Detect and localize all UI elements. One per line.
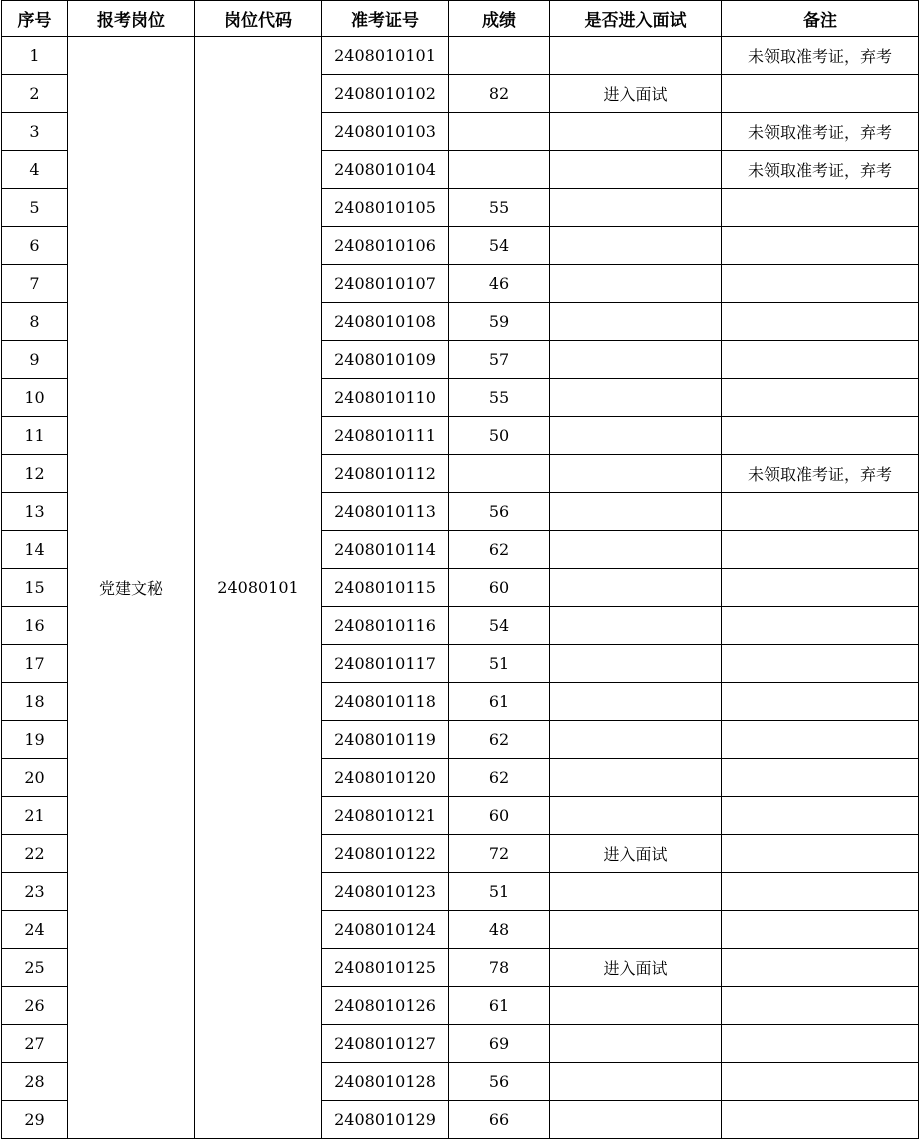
cell-seq: 10 [2, 379, 68, 417]
cell-score: 54 [449, 227, 550, 265]
cell-remark [722, 341, 919, 379]
cell-score: 69 [449, 1025, 550, 1063]
cell-interview [550, 987, 722, 1025]
cell-seq: 29 [2, 1101, 68, 1139]
cell-ticket: 2408010103 [322, 113, 449, 151]
cell-ticket: 2408010109 [322, 341, 449, 379]
cell-interview: 进入面试 [550, 835, 722, 873]
cell-seq: 14 [2, 531, 68, 569]
cell-remark [722, 1025, 919, 1063]
cell-seq: 16 [2, 607, 68, 645]
cell-interview [550, 683, 722, 721]
cell-ticket: 2408010119 [322, 721, 449, 759]
cell-seq: 11 [2, 417, 68, 455]
cell-interview [550, 493, 722, 531]
cell-score: 60 [449, 797, 550, 835]
header-ticket: 准考证号 [322, 1, 449, 37]
cell-ticket: 2408010123 [322, 873, 449, 911]
table-row [2, 37, 919, 75]
cell-seq: 25 [2, 949, 68, 987]
cell-remark [722, 1063, 919, 1101]
cell-interview [550, 531, 722, 569]
cell-remark [722, 607, 919, 645]
table-body [2, 37, 919, 1139]
cell-seq: 8 [2, 303, 68, 341]
score-table [1, 0, 919, 1139]
cell-seq: 1 [2, 37, 68, 75]
cell-score: 57 [449, 341, 550, 379]
cell-remark [722, 303, 919, 341]
cell-ticket: 2408010110 [322, 379, 449, 417]
cell-ticket: 2408010121 [322, 797, 449, 835]
cell-score: 82 [449, 75, 550, 113]
cell-ticket: 2408010105 [322, 189, 449, 227]
cell-remark [722, 1101, 919, 1139]
cell-interview [550, 911, 722, 949]
cell-score [449, 37, 550, 75]
cell-interview [550, 607, 722, 645]
cell-ticket: 2408010117 [322, 645, 449, 683]
cell-remark [722, 873, 919, 911]
header-seq: 序号 [2, 1, 68, 37]
cell-score [449, 455, 550, 493]
cell-remark [722, 227, 919, 265]
cell-seq: 3 [2, 113, 68, 151]
cell-interview [550, 151, 722, 189]
cell-remark [722, 911, 919, 949]
cell-score: 62 [449, 721, 550, 759]
cell-ticket: 2408010114 [322, 531, 449, 569]
cell-ticket: 2408010125 [322, 949, 449, 987]
cell-score [449, 113, 550, 151]
cell-ticket: 2408010115 [322, 569, 449, 607]
cell-score: 62 [449, 531, 550, 569]
cell-score: 51 [449, 873, 550, 911]
cell-remark [722, 721, 919, 759]
cell-interview [550, 797, 722, 835]
cell-score: 55 [449, 189, 550, 227]
cell-remark [722, 683, 919, 721]
cell-ticket: 2408010112 [322, 455, 449, 493]
cell-score: 60 [449, 569, 550, 607]
cell-interview [550, 1063, 722, 1101]
cell-ticket: 2408010124 [322, 911, 449, 949]
cell-remark: 未领取准考证，弃考 [722, 455, 919, 493]
cell-score: 61 [449, 987, 550, 1025]
cell-seq: 12 [2, 455, 68, 493]
cell-score: 61 [449, 683, 550, 721]
cell-seq: 7 [2, 265, 68, 303]
cell-seq: 2 [2, 75, 68, 113]
cell-ticket: 2408010126 [322, 987, 449, 1025]
cell-interview [550, 113, 722, 151]
cell-remark [722, 949, 919, 987]
cell-seq: 15 [2, 569, 68, 607]
cell-seq: 22 [2, 835, 68, 873]
cell-seq: 20 [2, 759, 68, 797]
cell-remark: 未领取准考证，弃考 [722, 113, 919, 151]
cell-remark [722, 987, 919, 1025]
cell-seq: 26 [2, 987, 68, 1025]
cell-seq: 9 [2, 341, 68, 379]
cell-interview [550, 341, 722, 379]
cell-remark [722, 189, 919, 227]
cell-seq: 27 [2, 1025, 68, 1063]
cell-remark [722, 759, 919, 797]
cell-remark [722, 265, 919, 303]
cell-seq: 18 [2, 683, 68, 721]
cell-interview [550, 569, 722, 607]
cell-interview [550, 455, 722, 493]
cell-ticket: 2408010127 [322, 1025, 449, 1063]
cell-seq: 4 [2, 151, 68, 189]
cell-remark: 未领取准考证，弃考 [722, 37, 919, 75]
cell-seq: 6 [2, 227, 68, 265]
cell-ticket: 2408010118 [322, 683, 449, 721]
cell-ticket: 2408010129 [322, 1101, 449, 1139]
cell-ticket: 2408010113 [322, 493, 449, 531]
cell-position: 党建文秘 [68, 37, 195, 1139]
cell-score: 66 [449, 1101, 550, 1139]
cell-ticket: 2408010107 [322, 265, 449, 303]
cell-score: 56 [449, 1063, 550, 1101]
cell-remark [722, 835, 919, 873]
cell-score: 78 [449, 949, 550, 987]
cell-seq: 19 [2, 721, 68, 759]
cell-ticket: 2408010102 [322, 75, 449, 113]
cell-interview [550, 303, 722, 341]
cell-interview [550, 227, 722, 265]
cell-seq: 13 [2, 493, 68, 531]
cell-ticket: 2408010101 [322, 37, 449, 75]
cell-seq: 21 [2, 797, 68, 835]
cell-ticket: 2408010104 [322, 151, 449, 189]
cell-ticket: 2408010122 [322, 835, 449, 873]
cell-seq: 5 [2, 189, 68, 227]
cell-seq: 17 [2, 645, 68, 683]
cell-interview [550, 1025, 722, 1063]
cell-interview [550, 645, 722, 683]
cell-interview: 进入面试 [550, 75, 722, 113]
cell-score [449, 151, 550, 189]
cell-score: 59 [449, 303, 550, 341]
cell-interview [550, 417, 722, 455]
cell-interview [550, 265, 722, 303]
cell-ticket: 2408010106 [322, 227, 449, 265]
cell-seq: 24 [2, 911, 68, 949]
cell-score: 50 [449, 417, 550, 455]
cell-interview [550, 1101, 722, 1139]
cell-score: 72 [449, 835, 550, 873]
cell-interview [550, 189, 722, 227]
cell-score: 56 [449, 493, 550, 531]
cell-remark [722, 493, 919, 531]
cell-remark [722, 645, 919, 683]
header-position: 报考岗位 [68, 1, 195, 37]
cell-seq: 23 [2, 873, 68, 911]
cell-remark: 未领取准考证，弃考 [722, 151, 919, 189]
cell-score: 54 [449, 607, 550, 645]
header-interview: 是否进入面试 [550, 1, 722, 37]
cell-ticket: 2408010108 [322, 303, 449, 341]
table-header [2, 1, 919, 37]
cell-ticket: 2408010111 [322, 417, 449, 455]
cell-ticket: 2408010116 [322, 607, 449, 645]
header-position-code: 岗位代码 [195, 1, 322, 37]
cell-interview [550, 721, 722, 759]
cell-position-code: 24080101 [195, 37, 322, 1139]
cell-ticket: 2408010128 [322, 1063, 449, 1101]
cell-remark [722, 379, 919, 417]
header-row [2, 1, 919, 37]
cell-remark [722, 75, 919, 113]
cell-interview [550, 37, 722, 75]
cell-remark [722, 797, 919, 835]
cell-score: 51 [449, 645, 550, 683]
cell-score: 48 [449, 911, 550, 949]
cell-interview [550, 759, 722, 797]
cell-remark [722, 417, 919, 455]
cell-remark [722, 531, 919, 569]
cell-score: 62 [449, 759, 550, 797]
cell-seq: 28 [2, 1063, 68, 1101]
header-score: 成绩 [449, 1, 550, 37]
header-remark: 备注 [722, 1, 919, 37]
cell-score: 55 [449, 379, 550, 417]
cell-interview [550, 379, 722, 417]
cell-score: 46 [449, 265, 550, 303]
cell-interview [550, 873, 722, 911]
cell-remark [722, 569, 919, 607]
cell-interview: 进入面试 [550, 949, 722, 987]
cell-ticket: 2408010120 [322, 759, 449, 797]
